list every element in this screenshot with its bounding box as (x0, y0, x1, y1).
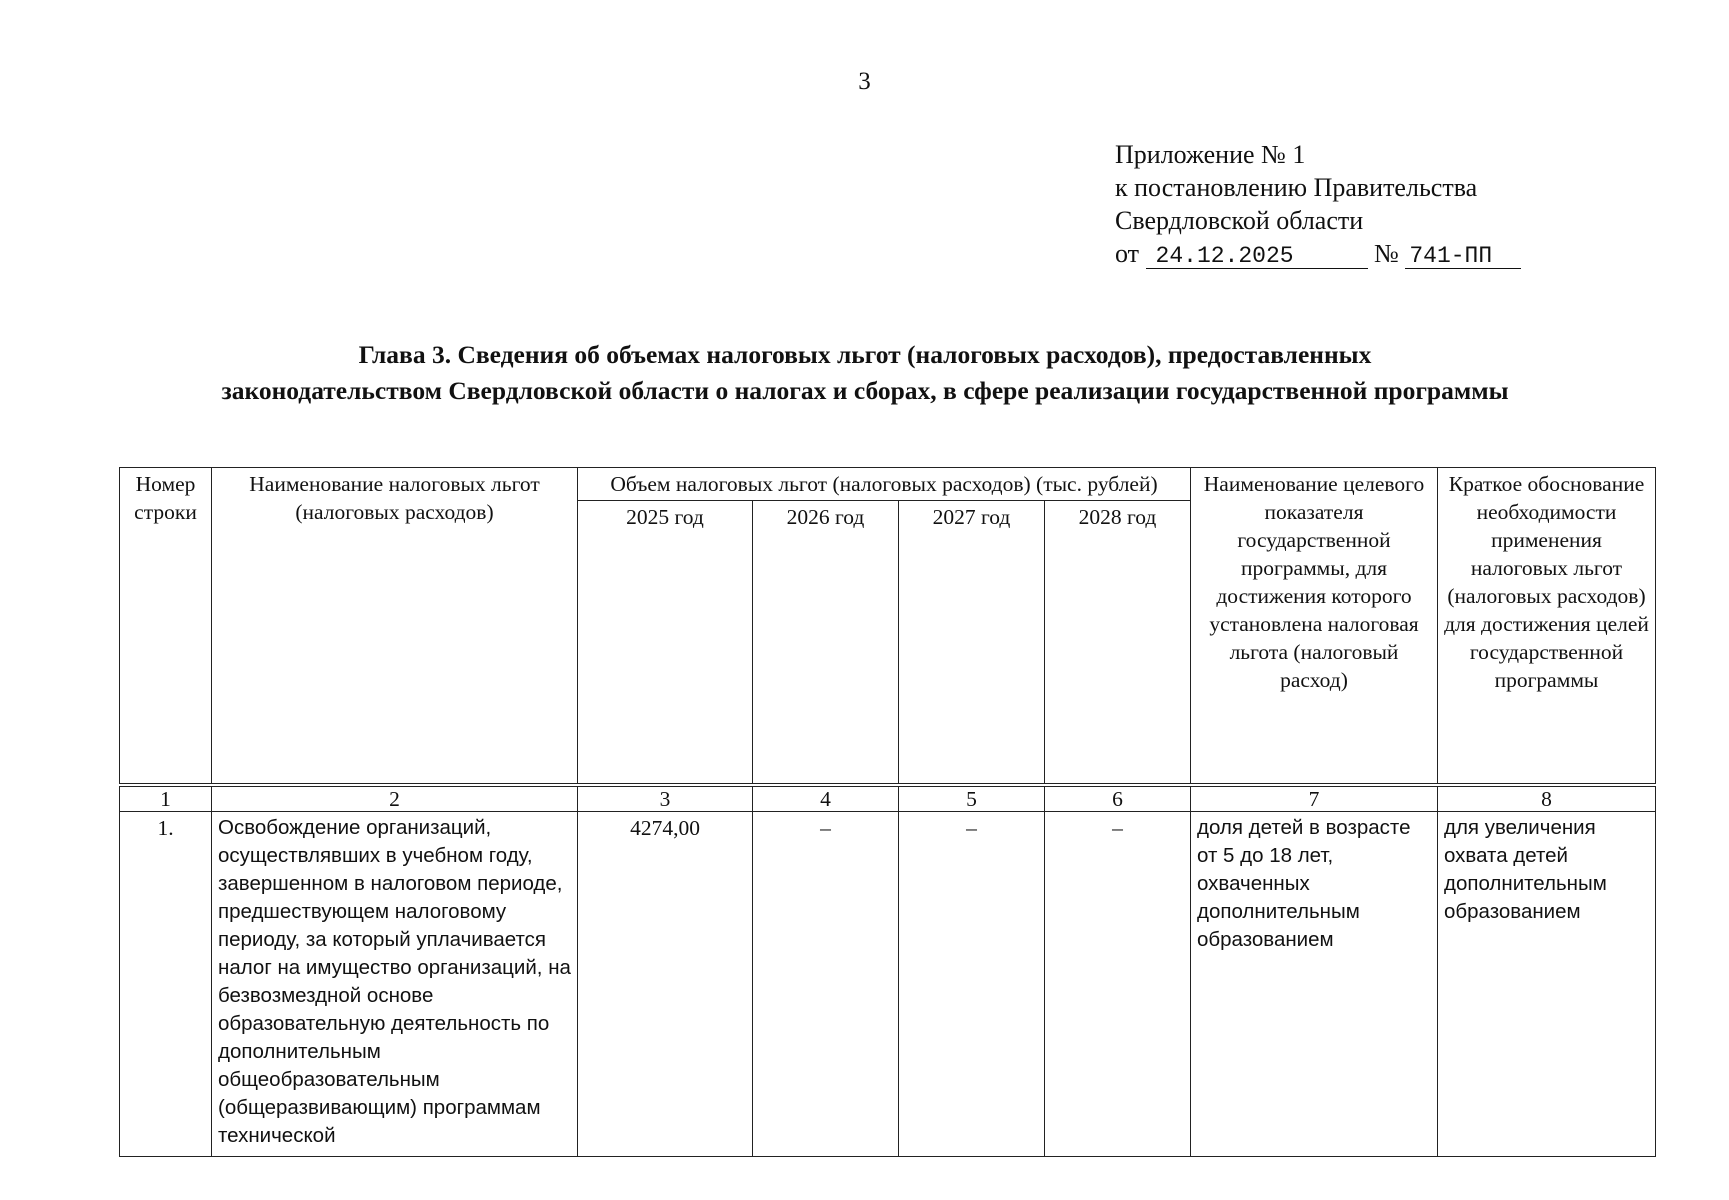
appendix-block (1115, 138, 1521, 270)
column-number: 5 (899, 785, 1045, 812)
value-2025: 4274,00 (578, 812, 753, 1157)
row-number: 1. (120, 812, 212, 1157)
target-indicator: доля детей в возрасте от 5 до 18 лет, охваченных дополнительным образованием (1191, 812, 1438, 1157)
header-year-2025: 2025 год (578, 501, 753, 786)
appendix-line-2: к постановлению Правительства (1115, 173, 1478, 202)
chapter-heading (100, 337, 1630, 409)
header-indicator: Наименование целевого показателя государственной программы, для достижения которого установлена налоговая льгота (налоговый расход) (1191, 468, 1438, 786)
appendix-line-1: Приложение № 1 (1115, 140, 1306, 169)
benefit-name (212, 812, 578, 1157)
appendix-line-3: Свердловской области (1115, 206, 1364, 235)
decree-number: 741-ПП (1405, 244, 1521, 269)
column-number: 3 (578, 785, 753, 812)
header-name: Наименование налоговых льгот (налоговых расходов) (212, 468, 578, 786)
column-number: 1 (120, 785, 212, 812)
page-number: 3 (858, 68, 871, 95)
value-2028: – (1045, 812, 1191, 1157)
chapter-heading-line-2: законодательством Свердловской области о налогах и сборах, в сфере реализации государственной программы (221, 376, 1509, 405)
header-justification: Краткое обоснование необходимости применения налоговых льгот (налоговых расходов) для достижения целей государственной программы (1438, 468, 1656, 786)
column-number: 4 (753, 785, 899, 812)
header-year-2027: 2027 год (899, 501, 1045, 786)
column-number: 6 (1045, 785, 1191, 812)
header-year-2026: 2026 год (753, 501, 899, 786)
value-2027: – (899, 812, 1045, 1157)
header-year-2028: 2028 год (1045, 501, 1191, 786)
appendix-date-line (1115, 237, 1521, 270)
number-prefix: № (1374, 239, 1399, 268)
decree-date: 24.12.2025 (1146, 244, 1368, 269)
date-prefix: от (1115, 239, 1140, 268)
value-2026: – (753, 812, 899, 1157)
tax-benefits-table (119, 467, 1656, 1157)
header-row-number: Номер строки (120, 468, 212, 786)
benefit-name-text: Освобождение организаций, осуществлявших в учебном году, завершенном в налоговом периоде, предшествующем налоговому периоду, за который уплачивается налог на имущество организаций, на безвозмездной основе образовательную деятельность по дополнительным общеобразовательным (общеразвивающим) программам технической (218, 816, 571, 1147)
chapter-heading-line-1: Глава 3. Сведения об объемах налоговых льгот (налоговых расходов), предоставленных (358, 340, 1372, 369)
table-row (120, 812, 1656, 1157)
justification: для увеличения охвата детей дополнительным образованием (1438, 812, 1656, 1157)
column-number: 8 (1438, 785, 1656, 812)
header-volume: Объем налоговых льгот (налоговых расходов) (тыс. рублей) (578, 468, 1191, 501)
column-number: 2 (212, 785, 578, 812)
column-number: 7 (1191, 785, 1438, 812)
